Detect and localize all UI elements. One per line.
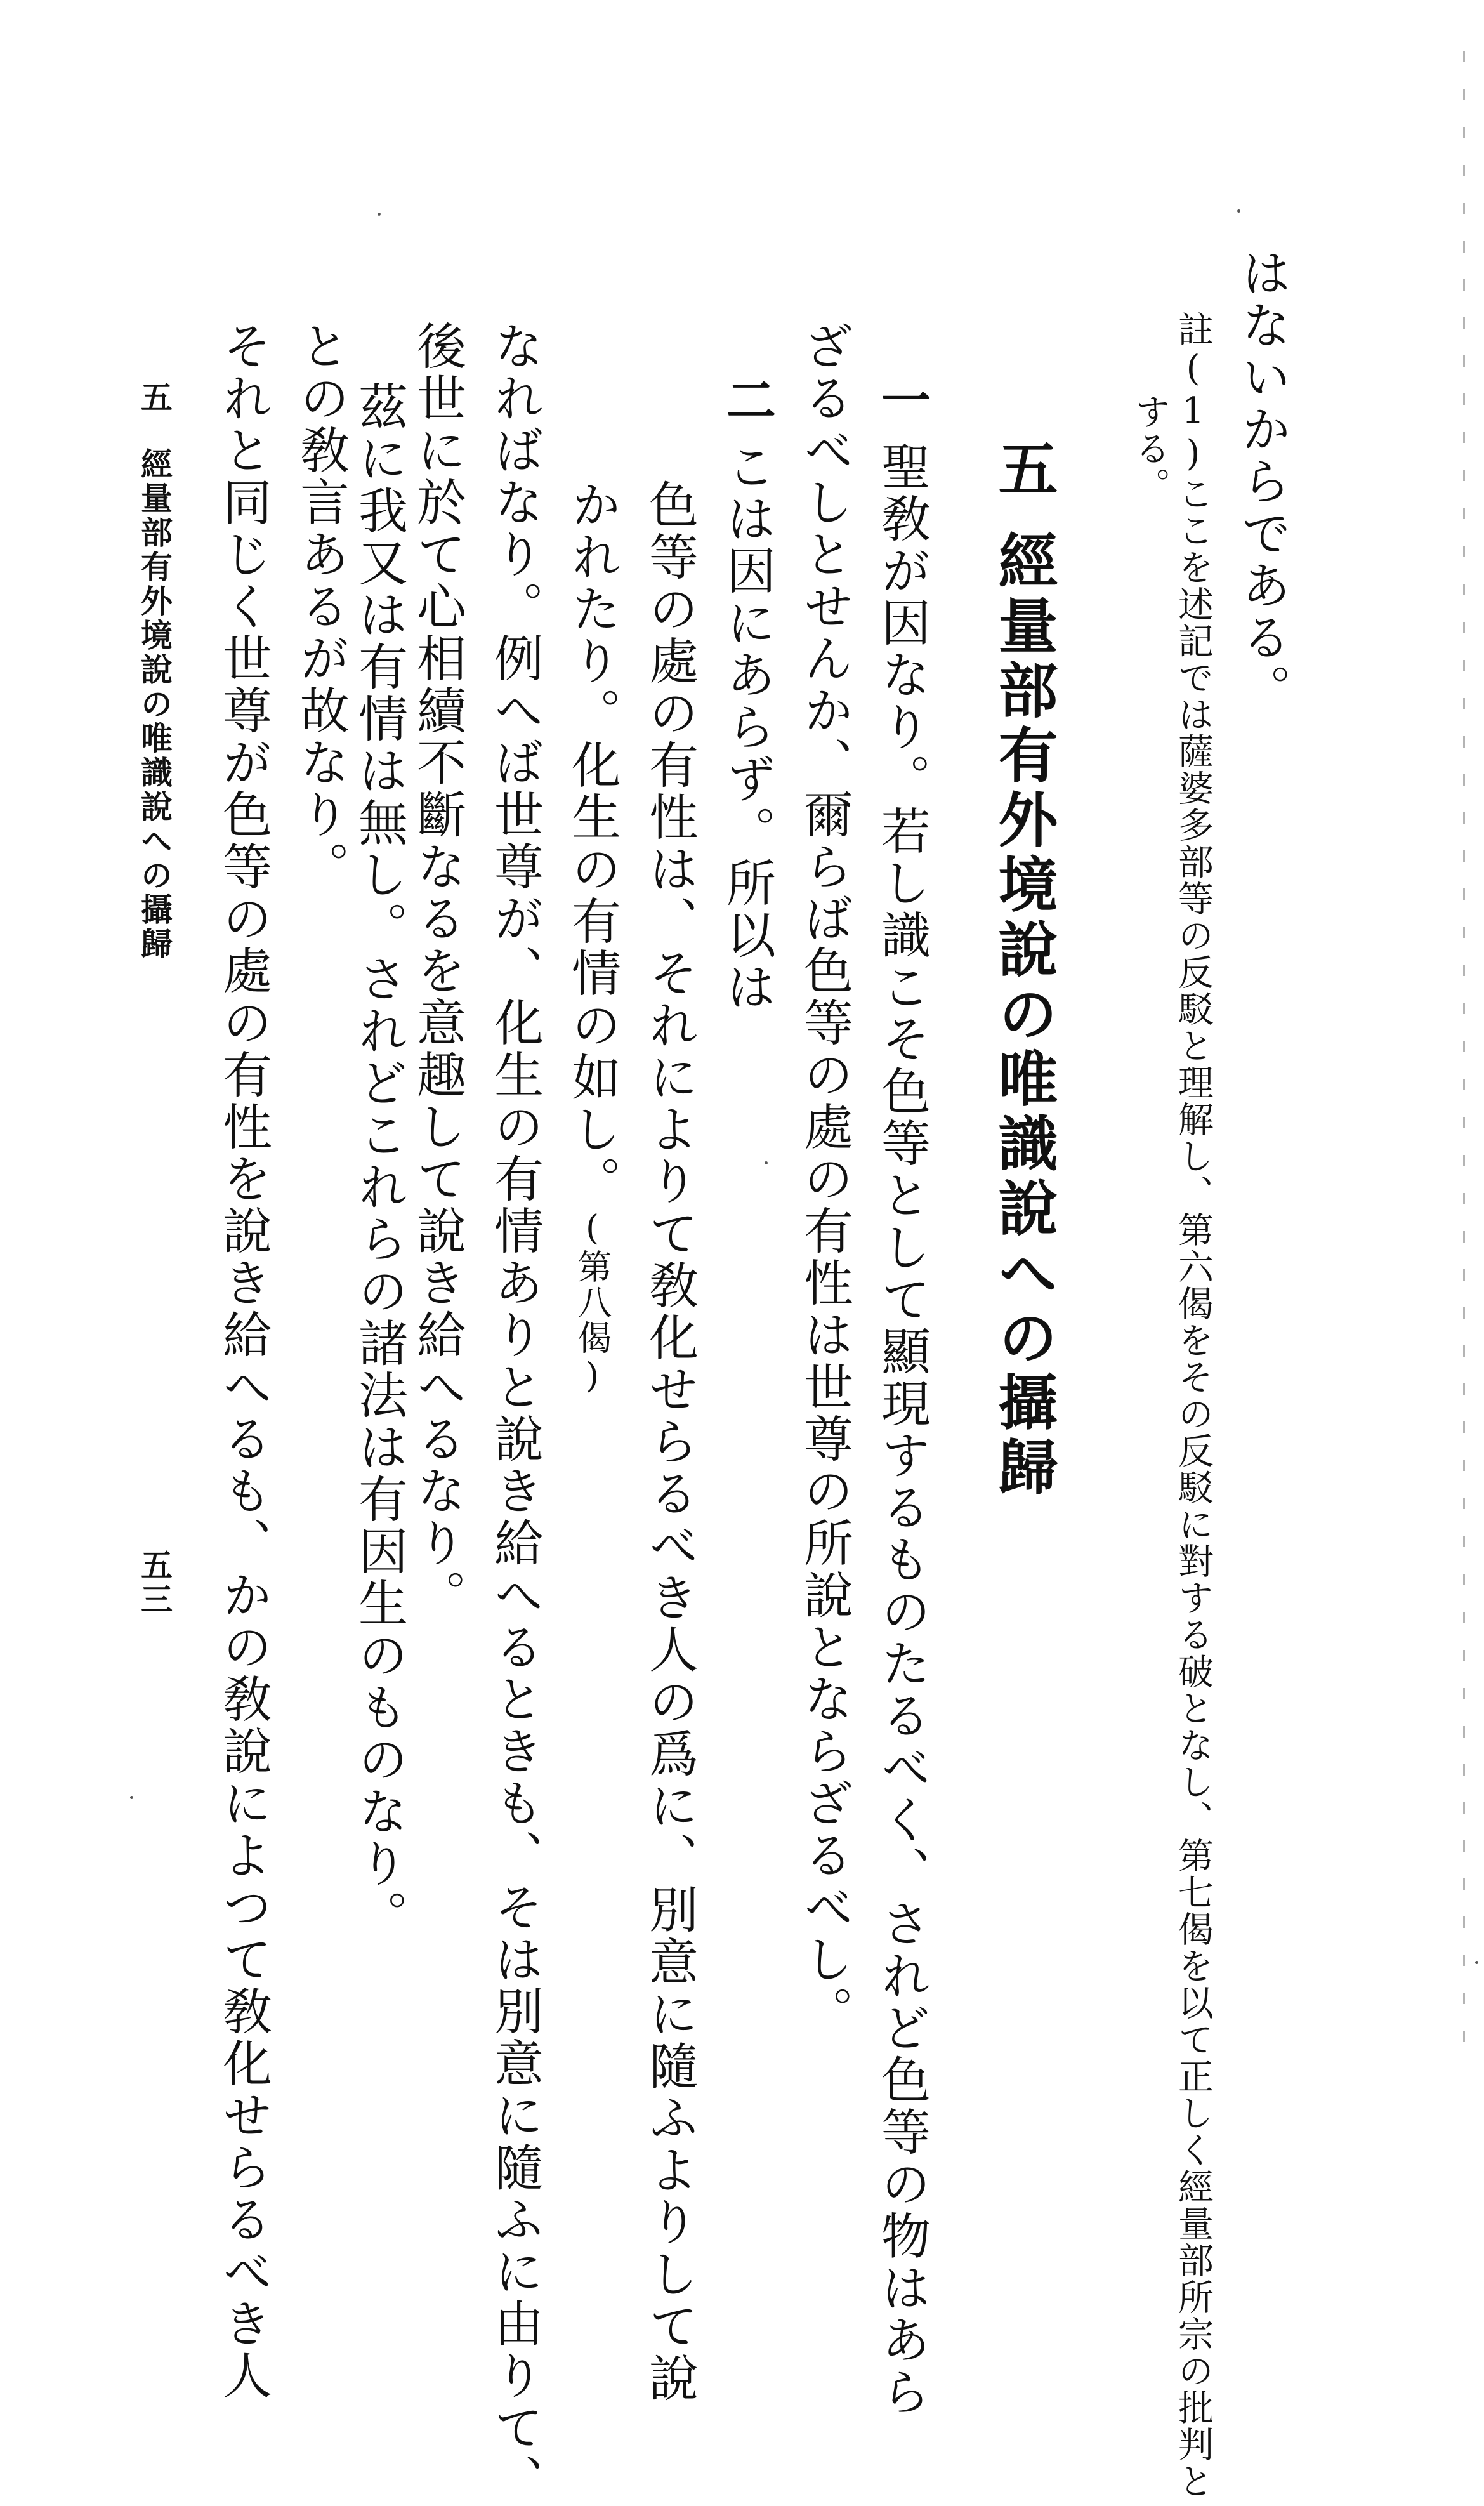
- footnote-text-1: ここを述記では薩婆多部等の反駁と理解し、第六偈をその反駁に對する破となし、第七偈を以て正しく經量部所宗の批判と: [1172, 475, 1214, 2500]
- scan-speck: [765, 1161, 768, 1164]
- body-line-2: 後世に於て心相續不斷なるを意趣して說き給へるなり。: [409, 320, 466, 1621]
- section-title: 經量部有外境說の唯識說への攝歸: [988, 530, 1058, 1501]
- item-1-marker: 一: [873, 374, 931, 426]
- scan-speck: [130, 1796, 133, 1799]
- scan-speck: [1475, 1961, 1478, 1964]
- verse-text-2: かれたり。化生の有情の如し。: [563, 479, 621, 1208]
- item-2-marker: 二: [718, 374, 776, 426]
- footnote-label: 註(1): [1172, 311, 1214, 475]
- item-1-line-2: ざるべしとせんか、爾らば色等の處の有性は世尊の所說とならざるべし。: [796, 320, 853, 2038]
- scan-speck: [1237, 209, 1240, 213]
- verse-line-1: 色等の處の有性は、それによりて敎化せらるべき人の爲に、別意に隨ふよりして說: [641, 479, 698, 2404]
- continuation-line: はないからである。: [1233, 247, 1290, 716]
- item-2-line-1: こは因にあらず。所以は: [718, 441, 775, 1013]
- page-number: 五三: [136, 1548, 173, 1617]
- section-heading: [988, 438, 1058, 503]
- section-number: 五: [988, 438, 1058, 503]
- running-footer-section-number: 五: [136, 381, 173, 415]
- body-line-4: それと同じく世尊が色等の處の有性を說き給へるも、かの敎說によつて敎化せらるべき人: [214, 320, 272, 2402]
- footnote-text-2: する。: [1129, 393, 1171, 504]
- body-line-1: なればなり。例へば世尊が、化生の有情ありと說き給へるときも、そは別意に隨ふに由りて、: [486, 320, 543, 2506]
- quote-line: 茲に我又は有情は無し。されどこれらの諸法は有因生のものなり。: [350, 381, 407, 1942]
- verse-line-2: [563, 479, 621, 1397]
- scan-speck: [378, 213, 381, 216]
- scan-edge-mark: [1463, 51, 1465, 2050]
- running-footer-title: 經量部有外境說の唯識說への攝歸: [136, 447, 173, 961]
- body-line-3: との敎言あるが故なり。: [292, 320, 349, 893]
- verse-reference: (第八偈): [572, 1208, 612, 1397]
- footnote: [1172, 311, 1214, 2500]
- item-1-line-1: 聖敎が因なり。若し識こそ色等として顯現するものたるべく、されど色等の物はあら: [873, 441, 930, 2418]
